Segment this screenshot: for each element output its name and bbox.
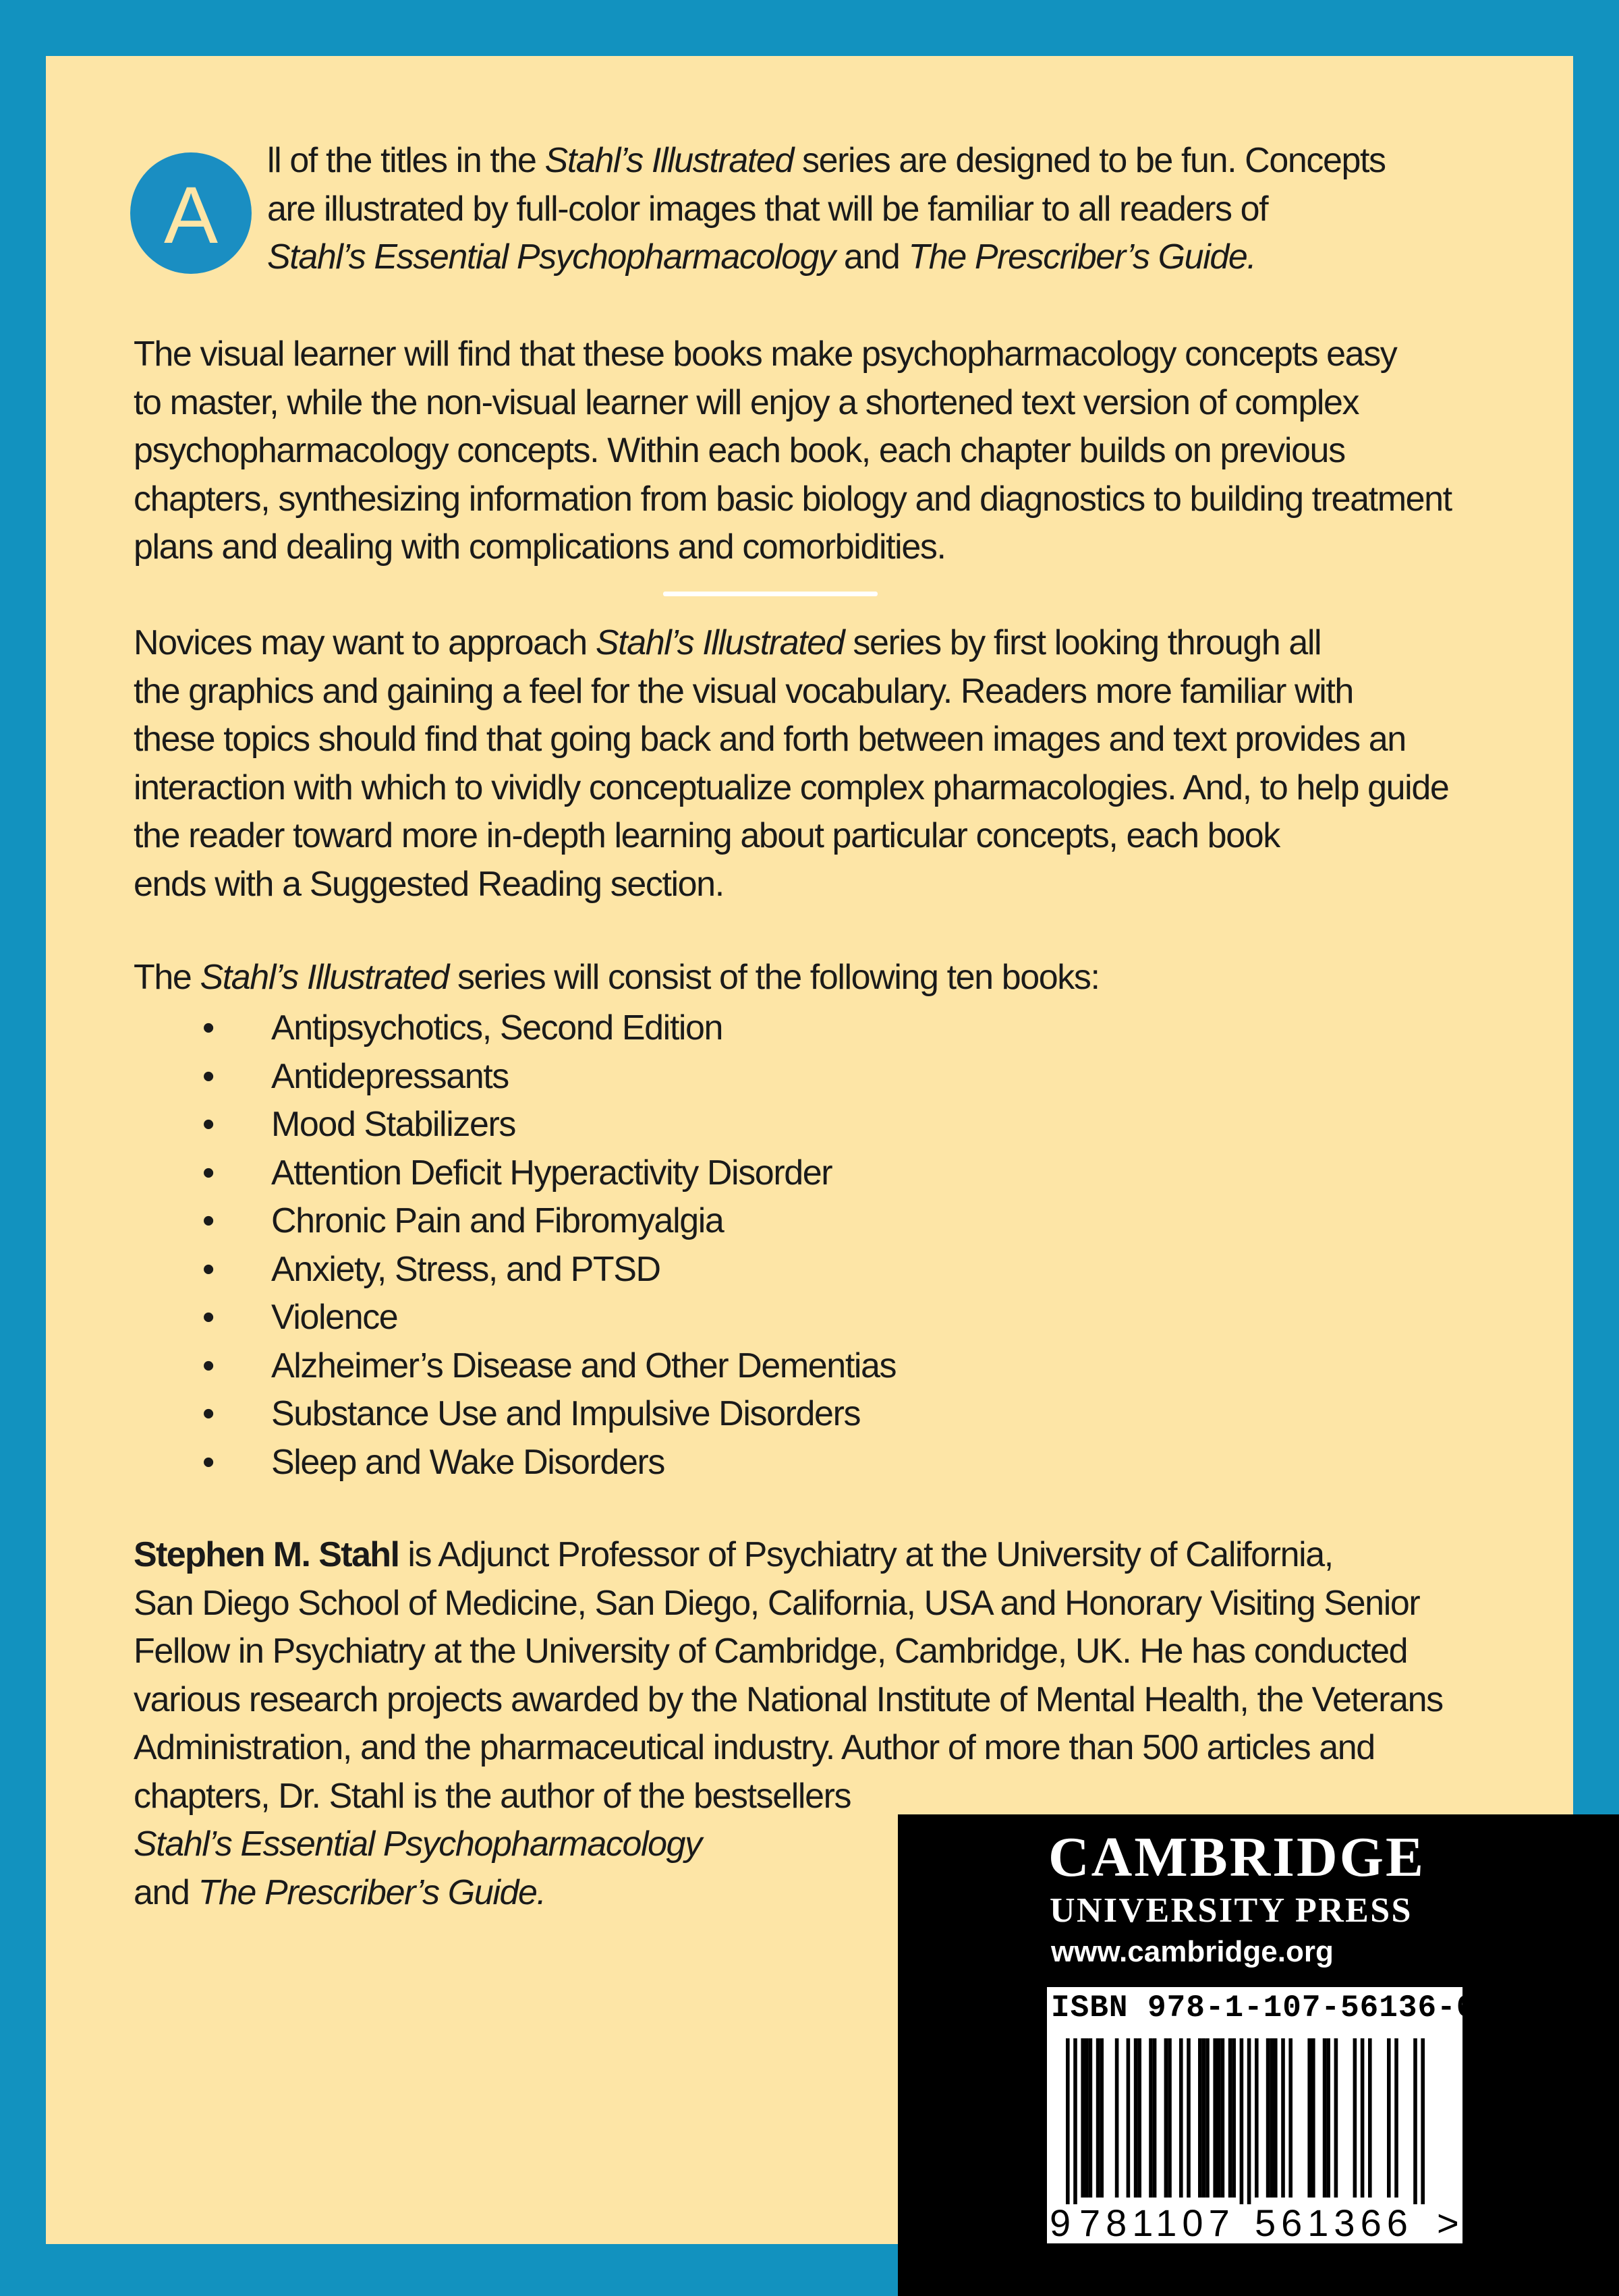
barcode-bar	[1066, 2038, 1070, 2204]
barcode-bar	[1085, 2038, 1089, 2198]
text-line	[134, 764, 1448, 813]
bullet-icon: •	[202, 1298, 214, 1337]
text-line	[134, 619, 1448, 668]
barcode-bar	[1081, 2038, 1085, 2198]
barcode-bar	[1266, 2038, 1270, 2198]
text-line	[134, 1531, 1443, 1580]
ean-left-group: 781107	[1079, 2202, 1235, 2244]
book-title: Attention Deficit Hyperactivity Disorder	[271, 1153, 832, 1193]
barcode-bar	[1323, 2038, 1327, 2198]
text-run: is Adjunct Professor of Psychiatry at the University of California,	[399, 1535, 1333, 1574]
text-run: San Diego School of Medicine, San Diego, California, USA and Honorary Visiting Senior	[134, 1583, 1420, 1623]
bullet-icon: •	[202, 1105, 214, 1144]
barcode-bar	[1149, 2038, 1153, 2198]
barcode-bar	[1307, 2038, 1311, 2198]
barcode-bar	[1164, 2038, 1168, 2198]
text-run: plans and dealing with complications and comorbidities.	[134, 527, 946, 567]
ean-quiet-mark: >	[1437, 2202, 1459, 2244]
book-title: Anxiety, Stress, and PTSD	[271, 1249, 660, 1289]
barcode-bar	[1270, 2038, 1274, 2198]
text-run: Stahl’s Essential Psychopharmacology	[134, 1825, 702, 1864]
text-line	[134, 476, 1452, 524]
barcode-bar	[1353, 2038, 1357, 2198]
text-run: and	[134, 1872, 198, 1912]
divider-rule	[663, 592, 878, 596]
barcode-bar	[1100, 2038, 1104, 2198]
text-run: The visual learner will find that these books make psychopharmacology concepts easy	[134, 335, 1397, 374]
barcode-bar	[1368, 2038, 1372, 2198]
barcode-bar	[1361, 2038, 1365, 2198]
text-line	[267, 137, 1386, 185]
barcode	[1047, 1987, 1476, 2244]
text-run: are illustrated by full-color images that will be familiar to all readers of	[267, 189, 1268, 229]
barcode-bar	[1255, 2038, 1259, 2198]
text-run: series are designed to be fun. Concepts	[793, 141, 1386, 180]
barcode-bar	[1334, 2038, 1338, 2198]
barcode-bars	[1066, 2038, 1444, 2204]
text-run: Stephen M. Stahl	[134, 1535, 399, 1574]
text-run: The Prescriber’s Guide.	[908, 237, 1256, 277]
text-run: the reader toward more in-depth learning about particular concepts, each book	[134, 816, 1280, 855]
dropcap-letter: A	[163, 170, 219, 260]
series-intro	[134, 954, 1100, 1002]
text-line	[134, 668, 1448, 716]
barcode-bar	[1187, 2038, 1191, 2198]
bullet-icon: •	[202, 1442, 214, 1482]
text-line	[134, 812, 1448, 861]
text-line	[134, 523, 1452, 572]
text-line	[134, 861, 1448, 909]
barcode-bar	[1413, 2038, 1417, 2204]
bullet-icon: •	[202, 1346, 214, 1385]
dropcap-circle	[130, 152, 252, 274]
text-run: The Prescriber’s Guide.	[198, 1872, 546, 1912]
barcode-bar	[1198, 2038, 1202, 2198]
book-title: Antidepressants	[271, 1056, 509, 1096]
barcode-bar	[1179, 2038, 1183, 2198]
barcode-bar	[1137, 2038, 1141, 2198]
bullet-icon: •	[202, 1394, 214, 1433]
isbn-label: ISBN 978-1-107-56136-6	[1051, 1990, 1476, 2026]
text-run: these topics should find that going back and forth between images and text provides an	[134, 720, 1406, 759]
barcode-bar	[1247, 2038, 1251, 2204]
bullet-icon: •	[202, 1249, 214, 1289]
barcode-bar	[1311, 2038, 1315, 2198]
text-run: ends with a Suggested Reading section.	[134, 864, 724, 904]
text-run: The	[134, 958, 200, 997]
bullet-icon: •	[202, 1008, 214, 1047]
text-run: Administration, and the pharmaceutical industry. Author of more than 500 articles and	[134, 1728, 1375, 1767]
book-title: Mood Stabilizers	[271, 1105, 515, 1144]
text-line	[267, 233, 1386, 282]
barcode-bar	[1326, 2038, 1330, 2198]
barcode-bar	[1221, 2038, 1225, 2198]
intro-paragraph	[267, 137, 1386, 282]
barcode-bar	[1089, 2038, 1093, 2198]
ean-first-digit: 9	[1050, 2202, 1071, 2244]
book-title: Substance Use and Impulsive Disorders	[271, 1394, 861, 1433]
text-run: Stahl’s Illustrated	[595, 623, 845, 662]
text-run: the graphics and gaining a feel for the visual vocabulary. Readers more familiar with	[134, 671, 1353, 711]
barcode-bar	[1288, 2038, 1293, 2198]
book-title: Chronic Pain and Fibromyalgia	[271, 1201, 724, 1240]
text-line	[267, 185, 1386, 234]
barcode-bar	[1421, 2038, 1425, 2204]
barcode-bar	[1232, 2038, 1236, 2198]
publisher-url: www.cambridge.org	[1051, 1935, 1334, 1968]
barcode-bar	[1240, 2038, 1244, 2204]
barcode-bar	[1202, 2038, 1206, 2198]
learner-paragraph	[134, 331, 1452, 572]
text-line	[134, 1580, 1443, 1628]
text-line	[134, 1676, 1443, 1725]
barcode-bar	[1217, 2038, 1221, 2198]
barcode-bar	[1228, 2038, 1232, 2198]
text-run: Stahl’s Illustrated	[544, 141, 793, 180]
text-run: Fellow in Psychiatry at the University of Cambridge, Cambridge, UK. He has conducted	[134, 1632, 1408, 1671]
barcode-bar	[1153, 2038, 1157, 2198]
text-run: Stahl’s Illustrated	[200, 958, 449, 997]
book-title: Alzheimer’s Disease and Other Dementias	[271, 1346, 897, 1385]
text-run: psychopharmacology concepts. Within each book, each chapter builds on previous	[134, 431, 1345, 470]
text-run: series will consist of the following ten books:	[448, 958, 1100, 997]
text-run: to master, while the non-visual learner will enjoy a shortened text version of complex	[134, 382, 1359, 422]
text-run: series by first looking through all	[844, 623, 1322, 662]
barcode-bar	[1213, 2038, 1217, 2198]
text-line	[134, 1724, 1443, 1773]
text-line	[134, 716, 1448, 764]
ean-right-group: 561366	[1255, 2202, 1413, 2244]
text-run: interaction with which to vividly conceptualize complex pharmacologies. And, to help guide	[134, 768, 1449, 807]
barcode-bar	[1281, 2038, 1285, 2198]
text-run: various research projects awarded by the National Institute of Mental Health, the Veterans	[134, 1680, 1443, 1719]
barcode-bar	[1205, 2038, 1210, 2198]
barcode-bar	[1115, 2038, 1119, 2198]
text-line	[134, 1628, 1443, 1676]
book-title: Sleep and Wake Disorders	[271, 1442, 664, 1482]
bullet-icon: •	[202, 1201, 214, 1240]
barcode-bar	[1073, 2038, 1077, 2204]
publisher-subtitle: UNIVERSITY PRESS	[1050, 1891, 1413, 1930]
bullet-icon: •	[202, 1153, 214, 1193]
text-run: ll of the titles in the	[267, 141, 545, 180]
barcode-bar	[1387, 2038, 1391, 2198]
text-run: and	[834, 237, 909, 277]
text-line	[134, 379, 1452, 428]
bullet-icon: •	[202, 1056, 214, 1096]
text-line	[134, 954, 1100, 1002]
book-title: Violence	[271, 1298, 398, 1337]
text-line	[134, 427, 1452, 476]
barcode-bar	[1127, 2038, 1131, 2198]
text-line	[134, 1773, 1443, 1821]
publisher-name: CAMBRIDGE	[1048, 1826, 1426, 1889]
barcode-bar	[1168, 2038, 1172, 2198]
barcode-bar	[1134, 2038, 1138, 2198]
novices-paragraph	[134, 619, 1448, 909]
text-run: chapters, Dr. Stahl is the author of the bestsellers	[134, 1776, 851, 1816]
barcode-bar	[1096, 2038, 1100, 2198]
text-run: chapters, synthesizing information from basic biology and diagnostics to building treatment	[134, 479, 1452, 519]
barcode-bar	[1394, 2038, 1398, 2198]
book-title: Antipsychotics, Second Edition	[271, 1008, 723, 1047]
text-run: Novices may want to approach	[134, 623, 596, 662]
text-line	[134, 331, 1452, 379]
publisher-box	[898, 1814, 1619, 2296]
barcode-bar	[1274, 2038, 1278, 2198]
text-run: Stahl’s Essential Psychopharmacology	[267, 237, 835, 277]
